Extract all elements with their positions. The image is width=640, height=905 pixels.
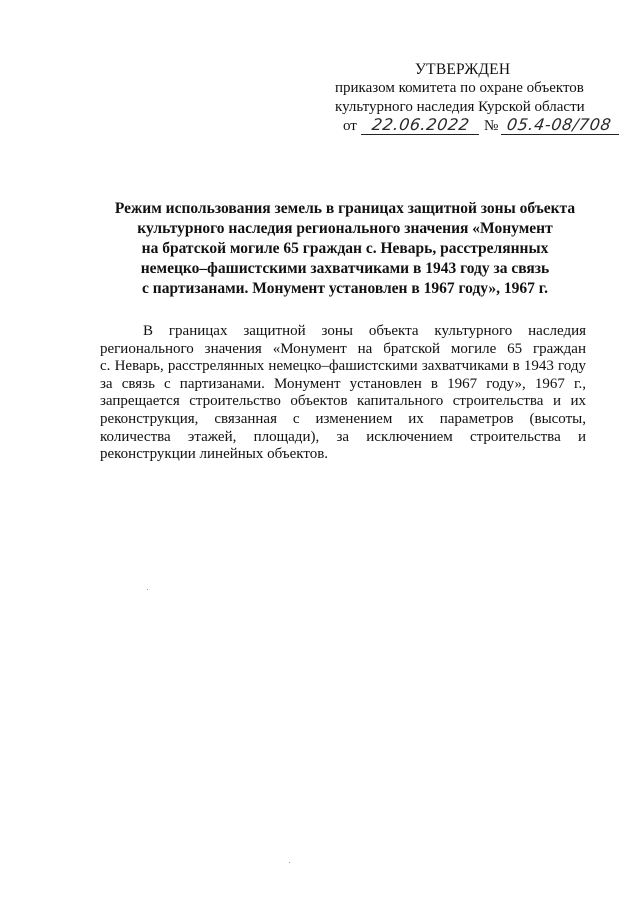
scan-speck (289, 862, 290, 863)
body-line: В границах защитной зоны объекта культурного наследия (143, 323, 586, 339)
title-line: немецко–фашистскими захватчиками в 1943 году за связь (140, 260, 550, 277)
approval-stamp (335, 60, 625, 139)
date-underline (361, 134, 479, 135)
title-line: с партизанами. Монумент установлен в 1967 году», 1967 г. (142, 280, 548, 297)
title-line: на братской могиле 65 граждан с. Неварь, расстрелянных (141, 240, 549, 257)
body-line: запрещается строительство объектов капитального строительства и их (100, 393, 586, 410)
body-line: с. Неварь, расстрелянных немецко–фашистскими захватчиками в 1943 году (100, 358, 586, 375)
approval-line-committee: культурного наследия Курской области (335, 99, 585, 115)
title-line: Режим использования земель в границах защитной зоны объекта (114, 200, 576, 217)
body-line: регионального значения «Монумент на братской могиле 65 граждан (100, 340, 586, 357)
body-line: реконструкция, связанная с изменением их параметров (высоты, (100, 410, 586, 427)
handwritten-date: 22.06.2022 (370, 115, 471, 134)
body-line: количества этажей, площади), за исключением строительства и (100, 428, 586, 445)
number-prefix: № (484, 118, 499, 134)
title-line: культурного наследия регионального значения «Монумент (137, 220, 553, 237)
handwritten-number: 05.4-08/708 (505, 115, 613, 134)
approval-line-order: приказом комитета по охране объектов (335, 80, 584, 96)
date-prefix: от (343, 118, 357, 134)
document-title (100, 199, 590, 299)
approval-date-number-row (335, 117, 625, 139)
body-line: за связь с партизанами. Монумент установлен в 1967 году», 1967 г., (100, 375, 586, 392)
number-underline (501, 134, 619, 135)
approval-heading: УТВЕРЖДЕН (415, 61, 511, 78)
document-body-paragraph (100, 323, 586, 464)
scan-speck (147, 589, 148, 590)
body-line: реконструкции линейных объектов. (100, 446, 329, 463)
